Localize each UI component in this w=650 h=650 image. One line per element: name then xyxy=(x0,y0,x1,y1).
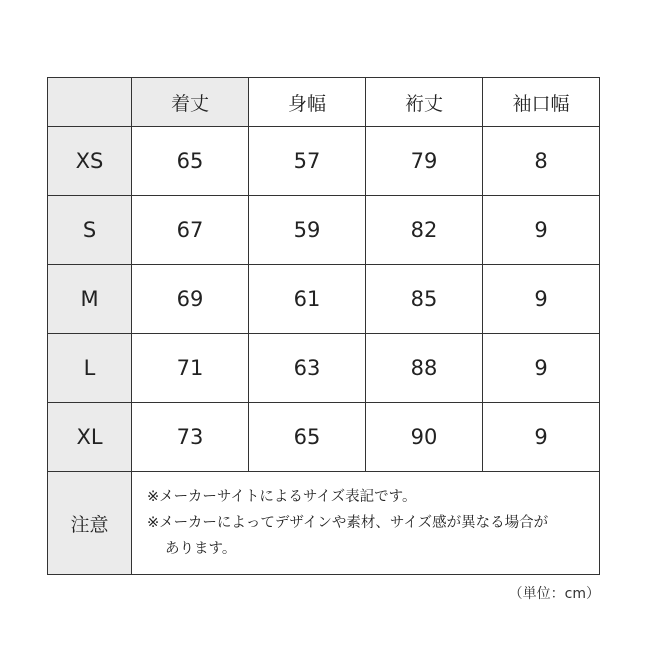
notes-row xyxy=(48,472,600,575)
header-corner xyxy=(48,78,132,127)
unit-label: （単位：cm） xyxy=(508,586,600,602)
table-row xyxy=(48,265,600,334)
size-label: M xyxy=(48,265,132,334)
size-chart-table xyxy=(47,77,600,575)
table-cell: 73 xyxy=(132,403,249,472)
table-cell: 85 xyxy=(366,265,483,334)
table-cell: 67 xyxy=(132,196,249,265)
notes-text xyxy=(132,472,600,575)
table-cell: 90 xyxy=(366,403,483,472)
note-line-2: ※メーカーによってデザインや素材、サイズ感が異なる場合が xyxy=(147,515,549,531)
header-cuff-width: 袖口幅 xyxy=(483,78,600,127)
table-cell: 61 xyxy=(249,265,366,334)
size-label: XL xyxy=(48,403,132,472)
table-row xyxy=(48,334,600,403)
note-line-1: ※メーカーサイトによるサイズ表記です。 xyxy=(147,489,417,505)
table-cell: 79 xyxy=(366,127,483,196)
size-label: L xyxy=(48,334,132,403)
table-cell: 65 xyxy=(132,127,249,196)
table-row xyxy=(48,403,600,472)
table-cell: 9 xyxy=(483,265,600,334)
size-label: S xyxy=(48,196,132,265)
table-cell: 8 xyxy=(483,127,600,196)
note-line-3: あります。 xyxy=(165,541,237,557)
header-width: 身幅 xyxy=(249,78,366,127)
table-cell: 69 xyxy=(132,265,249,334)
size-label: XS xyxy=(48,127,132,196)
table-cell: 65 xyxy=(249,403,366,472)
table-row xyxy=(48,127,600,196)
notes-label: 注意 xyxy=(48,472,132,575)
table-cell: 59 xyxy=(249,196,366,265)
header-sleeve-length: 裄丈 xyxy=(366,78,483,127)
table-cell: 71 xyxy=(132,334,249,403)
table-cell: 9 xyxy=(483,334,600,403)
header-row xyxy=(48,78,600,127)
table-cell: 82 xyxy=(366,196,483,265)
table-cell: 88 xyxy=(366,334,483,403)
table-cell: 57 xyxy=(249,127,366,196)
table-cell: 9 xyxy=(483,196,600,265)
table-row xyxy=(48,196,600,265)
header-length: 着丈 xyxy=(132,78,249,127)
table-cell: 63 xyxy=(249,334,366,403)
table-cell: 9 xyxy=(483,403,600,472)
